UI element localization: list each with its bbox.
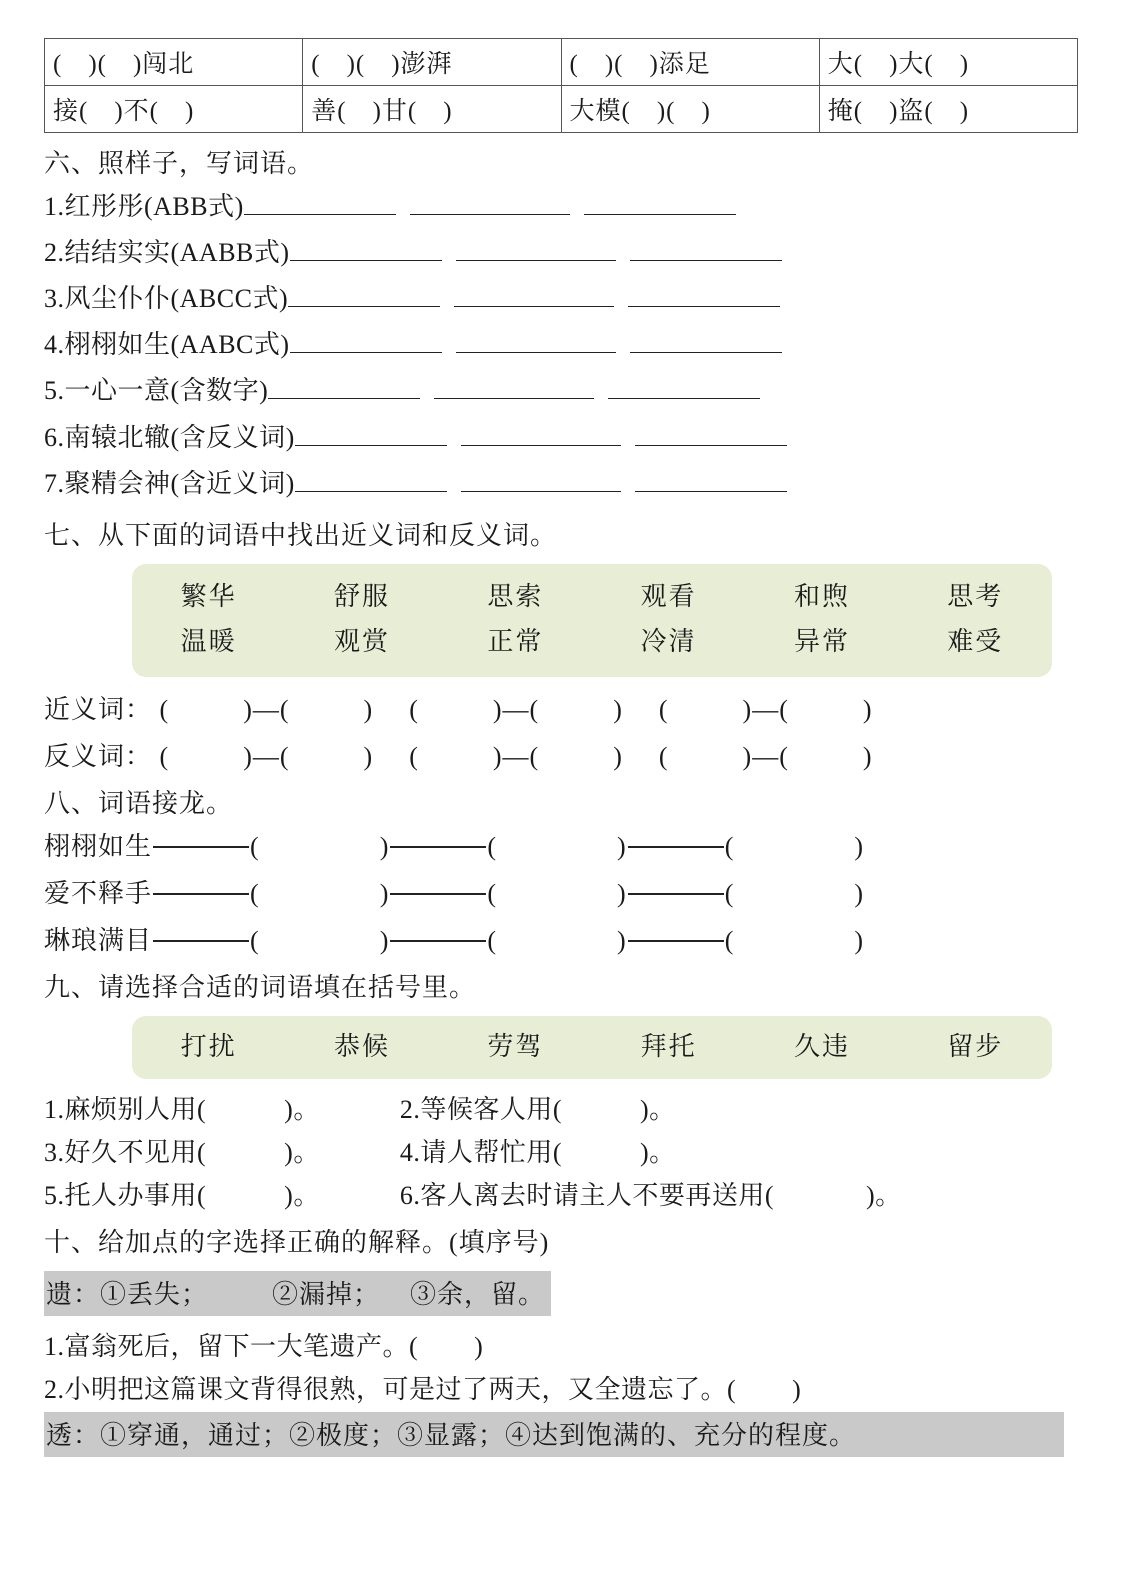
answer-blank[interactable]	[608, 374, 760, 399]
word-bank-row	[132, 1024, 1052, 1070]
word-bank-item: 打扰	[180, 1031, 237, 1061]
section-10-question	[44, 1369, 1078, 1406]
question-text: 2.小明把这篇课文背得很熟，可是过了两天，又全遗忘了。(	[44, 1375, 737, 1405]
chain-start-word: 爱不释手	[44, 878, 153, 908]
answer-blank[interactable]	[454, 282, 614, 307]
answer-pair[interactable]: ( )—( )	[658, 694, 873, 724]
word-bank-item: 冷清	[640, 627, 697, 657]
word-bank-item: 思考	[947, 581, 1004, 611]
item-label: 6.南辕北辙(含反义词)	[44, 422, 295, 452]
answer-pair[interactable]: ( )—( )	[658, 741, 873, 771]
answer-blank[interactable]	[410, 190, 570, 215]
answer-blank[interactable]	[290, 236, 442, 261]
word-bank-item: 舒服	[333, 581, 390, 611]
table-cell[interactable]: 掩( )盗( )	[819, 86, 1077, 133]
answer-blank[interactable]	[630, 236, 782, 261]
question-text: 6.客人离去时请主人不要再送用(	[399, 1181, 775, 1211]
answer-blank[interactable]	[295, 421, 447, 446]
section-9-title: 九、请选择合适的词语填在括号里。	[44, 972, 477, 1002]
answer-blank[interactable]	[630, 328, 782, 353]
definition-bar-yi	[44, 1271, 551, 1316]
question-text: 5.托人办事用(	[44, 1181, 207, 1211]
section-9-row	[44, 1089, 1078, 1126]
answer-blank[interactable]	[268, 374, 420, 399]
word-bank-item: 久违	[793, 1031, 850, 1061]
table-row	[45, 39, 1078, 86]
word-bank-item: 思索	[487, 581, 544, 611]
question-text: 4.请人帮忙用(	[399, 1138, 563, 1168]
table-cell[interactable]: ( )( )澎湃	[303, 39, 561, 86]
section-10-title: 十、给加点的字选择正确的解释。(填序号)	[44, 1228, 550, 1258]
question-tail: )。	[640, 1138, 676, 1168]
section-6-item	[44, 278, 1078, 320]
section-6-item	[44, 232, 1078, 274]
word-bank-item: 难受	[947, 627, 1004, 657]
section-10-question	[44, 1326, 1078, 1363]
word-bank-item: 观赏	[333, 627, 390, 657]
chain-start-word: 琳琅满目	[44, 925, 153, 955]
answer-blank[interactable]	[628, 282, 780, 307]
word-chain-row: 琳琅满目 ( ) ( ) ( )	[44, 925, 865, 955]
section-8-title: 八、词语接龙。	[44, 788, 234, 818]
table-cell[interactable]: 大( )大( )	[819, 39, 1077, 86]
item-label: 1.红彤彤(ABB式)	[44, 192, 244, 221]
section-6-title: 六、照样子，写词语。	[44, 149, 315, 178]
table-row	[45, 86, 1078, 133]
word-bank-synonyms	[132, 564, 1052, 677]
question-text: 2.等候客人用(	[399, 1095, 563, 1125]
question-tail: )。	[284, 1138, 320, 1168]
definition-item: ③余，留。	[410, 1280, 546, 1310]
answer-blank[interactable]	[244, 190, 396, 215]
answer-blank[interactable]	[456, 236, 616, 261]
word-bank-item: 和煦	[793, 581, 850, 611]
question-tail: )	[474, 1332, 484, 1362]
definition-char: 遗：	[46, 1280, 101, 1310]
answer-blank[interactable]	[295, 467, 447, 492]
word-bank-item: 正常	[487, 627, 544, 657]
word-bank-item: 劳驾	[487, 1031, 544, 1061]
word-chain-row: 栩栩如生 ( ) ( ) ( )	[44, 831, 865, 861]
item-label: 4.栩栩如生(AABC式)	[44, 330, 290, 360]
question-text: 3.好久不见用(	[44, 1138, 207, 1168]
answer-blank[interactable]	[635, 467, 787, 492]
answer-blank[interactable]	[461, 467, 621, 492]
section-9-row	[44, 1175, 1078, 1212]
question-text: 1.麻烦别人用(	[44, 1095, 207, 1125]
section-6-item	[44, 186, 1078, 228]
table-cell[interactable]: 接( )不( )	[45, 86, 303, 133]
word-bank-item: 异常	[793, 627, 850, 657]
answer-pair[interactable]: ( )—( )	[409, 741, 623, 771]
word-chain-row: 爱不释手 ( ) ( ) ( )	[44, 878, 865, 908]
item-label: 3.风尘仆仆(ABCC式)	[44, 284, 289, 314]
answer-blank[interactable]	[584, 190, 736, 215]
answer-blank[interactable]	[461, 421, 621, 446]
section-6-item	[44, 417, 1078, 459]
definition-bar-tou: 透：①穿通，通过；②极度；③显露；④达到饱满的、充分的程度。	[44, 1412, 1064, 1457]
section-6-item	[44, 370, 1078, 412]
word-bank-item: 拜托	[640, 1031, 697, 1061]
word-bank-row	[132, 619, 1052, 665]
word-bank-item: 繁华	[180, 581, 237, 611]
word-bank-item: 观看	[640, 581, 697, 611]
table-cell[interactable]: 大模( )( )	[561, 86, 819, 133]
antonym-answer-row	[44, 736, 1078, 773]
answer-pair[interactable]: ( )—( )	[159, 694, 374, 724]
word-bank-row	[132, 574, 1052, 620]
question-tail: )。	[866, 1181, 902, 1211]
row-label: 近义词：	[44, 694, 153, 724]
answer-blank[interactable]	[635, 421, 787, 446]
idiom-fill-table	[44, 38, 1078, 133]
answer-blank[interactable]	[288, 282, 440, 307]
definition-item: ①丢失；	[100, 1280, 209, 1310]
question-tail: )。	[284, 1181, 320, 1211]
table-cell[interactable]: 善( )甘( )	[303, 86, 561, 133]
section-6-item	[44, 324, 1078, 366]
question-tail: )。	[640, 1095, 676, 1125]
item-label: 7.聚精会神(含近义词)	[44, 468, 295, 498]
answer-blank[interactable]	[290, 328, 442, 353]
word-bank-item: 留步	[947, 1031, 1004, 1061]
chain-start-word: 栩栩如生	[44, 831, 153, 861]
answer-blank[interactable]	[456, 328, 616, 353]
question-tail: )	[792, 1375, 802, 1405]
synonym-answer-row	[44, 689, 1078, 726]
section-9-row	[44, 1132, 1078, 1169]
answer-pair[interactable]: ( )—( )	[159, 741, 374, 771]
table-cell[interactable]: ( )( )添足	[561, 39, 819, 86]
item-label: 2.结结实实(AABB式)	[44, 238, 290, 268]
definition-item: ②漏掉；	[272, 1280, 381, 1310]
answer-blank[interactable]	[434, 374, 594, 399]
question-text: 1.富翁死后，留下一大笔遗产。(	[44, 1332, 419, 1362]
section-7-title: 七、从下面的词语中找出近义词和反义词。	[44, 520, 558, 550]
question-tail: )。	[284, 1095, 320, 1125]
row-label: 反义词：	[44, 741, 153, 771]
word-bank-polite-words	[132, 1016, 1052, 1080]
item-label: 5.一心一意(含数字)	[44, 376, 269, 406]
table-cell[interactable]: ( )( )闯北	[45, 39, 303, 86]
section-6-item	[44, 463, 1078, 505]
word-bank-item: 温暖	[180, 627, 237, 657]
answer-pair[interactable]: ( )—( )	[409, 694, 623, 724]
word-bank-item: 恭候	[333, 1031, 390, 1061]
